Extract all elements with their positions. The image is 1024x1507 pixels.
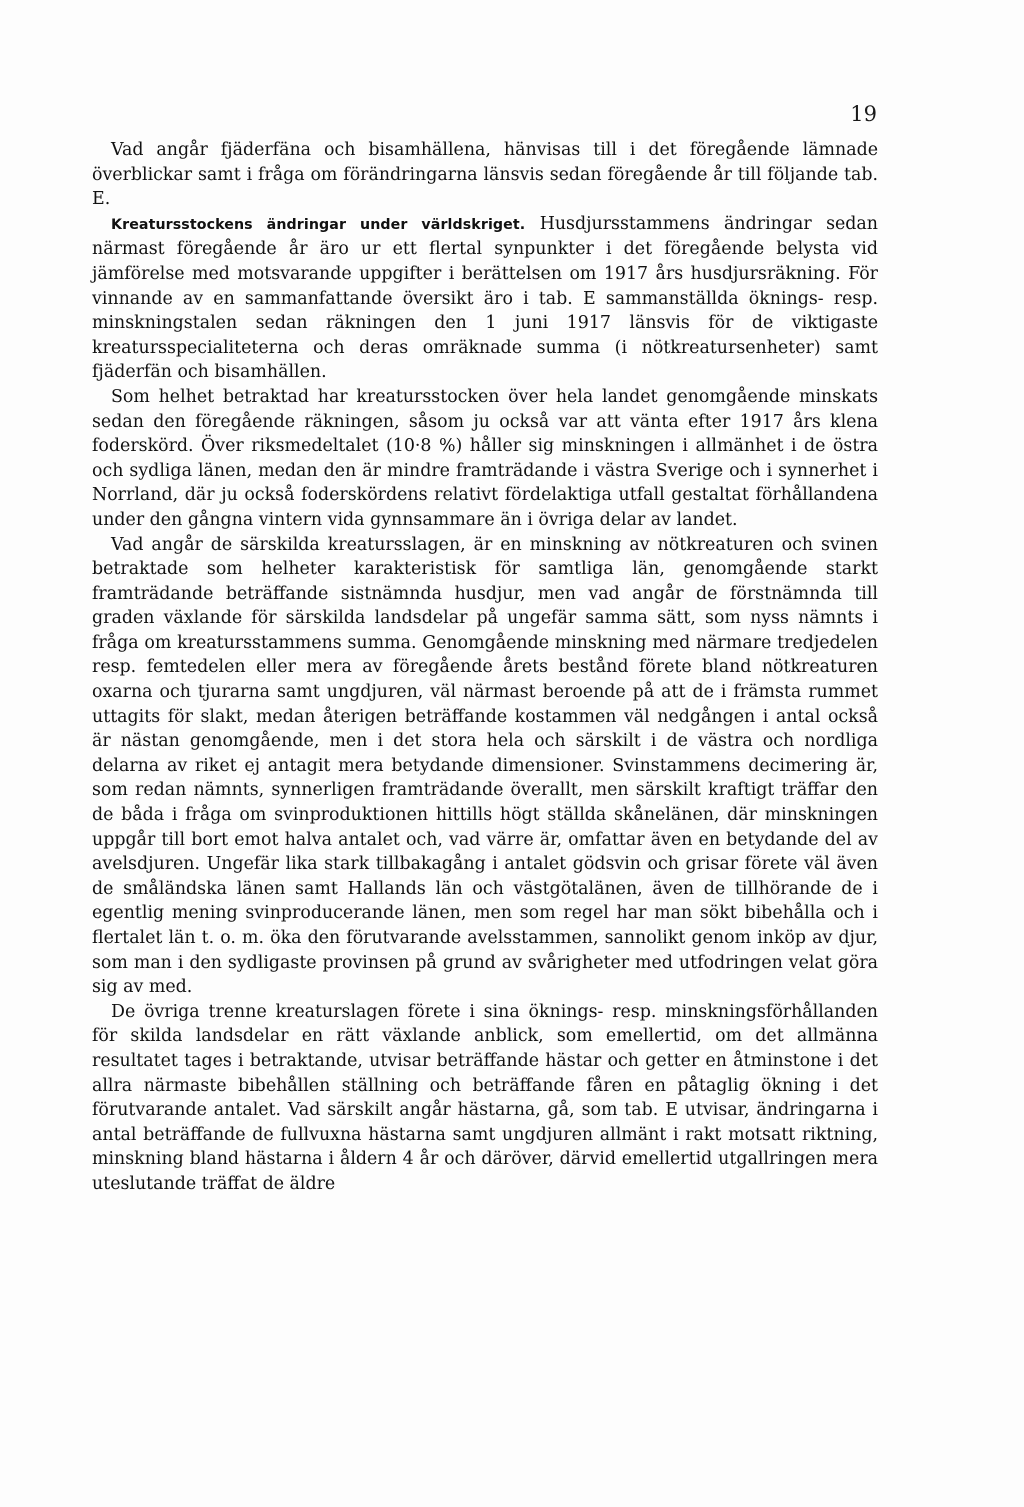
paragraph-3-text: Som helhet betraktad har kreatursstocken över hela landet genomgående minskats sedan den föregående räkningen, såsom ju också var att vänta efter 1917 års klena foderskörd. Över riksmedeltalet (10·8 %) håller sig minskningen i allmänhet i de östra och sydliga länen, medan den är mindre framträdande i västra Sverige och i synnerhet i Norrland, där ju också foderskördens relativt fördelaktiga utfall gestaltat förhållandena under den gångna vintern vida gynnsammare än i övriga delar av landet. <box>92 386 878 530</box>
page-number: 19 <box>850 102 877 126</box>
paragraph-1 <box>92 138 878 212</box>
body-text <box>92 138 878 1197</box>
paragraph-4-text: Vad angår de särskilda kreatursslagen, är en minskning av nötkreaturen och svinen betraktade som helheter karakteristisk för samtliga län, genomgående starkt framträdande beträffande sistnämnda husdjur, men vad angår de förstnämnda till graden växlande för särskilda landsdelar på ungefär samma sätt, som nyss nämnts i fråga om kreatursstammens summa. Genomgående minskning med närmare tredjedelen resp. femtedelen eller mera av föregående årets bestånd förete bland nötkreaturen oxarna och tjurarna samt ungdjuren, väl närmast beroende på att de i främsta rummet uttagits för slakt, medan återigen beträffande kostammen väl nedgången i antal också är nästan genomgående, men i det stora hela och särskilt i de västra och nordliga delarna av riket ej antagit mera betydande dimensioner. Svinstammens decimering är, som redan nämnts, synnerligen framträdande överallt, men särskilt kraftigt träffar den de båda i fråga om svinproduktionen hittills högt ställda skånelänen, där minskningen uppgår till bort emot halva antalet och, vad värre är, omfattar även en betydande del av avelsdjuren. Ungefär lika stark tillbakagång i antalet gödsvin och grisar förete väl även de småländska länen samt Hallands län och västgötalänen, även de tillhörande de i egentlig mening svinproducerande länen, men som regel har man sökt bibehålla och i flertalet län t. o. m. öka den förutvarande avelsstammen, sannolikt genom inköp av djur, som man i den sydligaste provinsen på grund av svårigheter med utfodringen velat göra sig av med. <box>92 534 878 998</box>
paragraph-5 <box>92 1000 878 1197</box>
paragraph-5-text: De övriga trenne kreaturslagen förete i sina öknings- resp. minskningsförhållanden för skilda landsdelar en rätt växlande anblick, som emellertid, om det allmänna resultatet tages i betraktande, utvisar beträffande hästar och getter en åtminstone i det allra närmaste bibehållen ställning och beträffande fåren en påtaglig ökning i det förutvarande antalet. Vad särskilt angår hästarna, gå, som tab. E utvisar, ändringarna i antal beträffande de fullvuxna hästarna samt ungdjuren allmänt i rakt motsatt riktning, minskning bland hästarna i åldern 4 år och däröver, därvid emellertid utgallringen mera uteslutande träffat de äldre <box>92 1001 878 1194</box>
paragraph-2-text: Husdjursstammens ändringar sedan närmast föregående år äro ur ett flertal synpunkter i det föregående belysta vid jämförelse med motsvarande uppgifter i berättelsen om 1917 års husdjursräkning. För vinnande av en sammanfattande översikt äro i tab. E sammanställda öknings- resp. minskningstalen sedan räkningen den 1 juni 1917 länsvis för de viktigaste kreatursspecialiteterna och deras omräknade summa (i nötkreatursenheter) samt fjäderfän och bisamhällen. <box>92 213 878 383</box>
paragraph-2 <box>92 212 878 385</box>
paragraph-1-text: Vad angår fjäderfäna och bisamhällena, hänvisas till i det föregående lämnade överblickar samt i fråga om förändringarna länsvis sedan föregående år till följande tab. E. <box>92 140 878 210</box>
section-heading: Kreatursstockens ändringar under världskriget. <box>111 216 526 233</box>
paragraph-4 <box>92 533 878 1000</box>
paragraph-3 <box>92 385 878 533</box>
